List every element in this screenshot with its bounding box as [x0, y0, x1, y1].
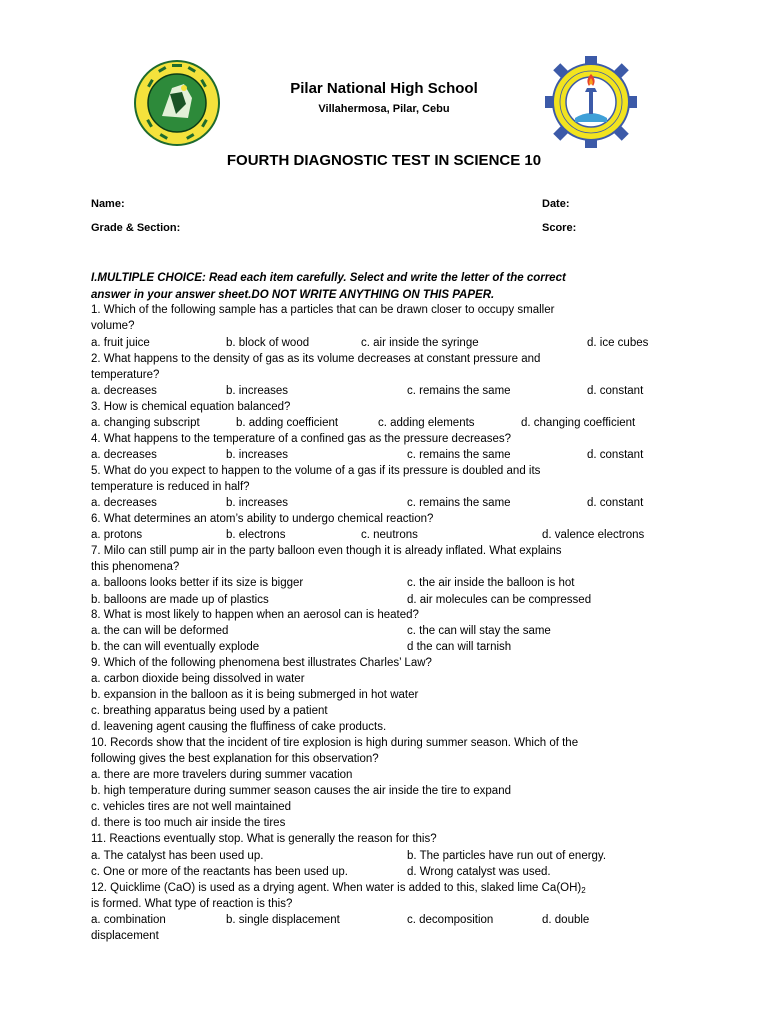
q4-option-a: a. decreases — [91, 449, 157, 461]
q1-option-d: d. ice cubes — [587, 337, 649, 349]
q8-option-a: a. the can will be deformed — [91, 625, 229, 637]
test-title: FOURTH DIAGNOSTIC TEST IN SCIENCE 10 — [226, 152, 542, 169]
q2-option-b: b. increases — [226, 385, 289, 397]
question-10-stem-cont: following gives the best explanation for this observation? — [91, 753, 379, 765]
q4-option-c: c. remains the same — [407, 449, 511, 461]
q7-option-c: c. the air inside the balloon is hot — [407, 577, 575, 589]
name-field-label: Name: — [91, 198, 125, 210]
question-11-stem: 11. Reactions eventually stop. What is generally the reason for this? — [91, 833, 437, 845]
q1-option-c: c. air inside the syringe — [361, 337, 479, 349]
q6-option-a: a. protons — [91, 529, 143, 541]
q11-option-c: c. One or more of the reactants has been used up. — [91, 866, 348, 878]
date-field-label: Date: — [542, 198, 570, 210]
q8-option-d: d the can will tarnish — [407, 641, 512, 653]
q1-option-a: a. fruit juice — [91, 337, 150, 349]
score-field-label: Score: — [542, 222, 577, 234]
q6-option-c: c. neutrons — [361, 529, 418, 541]
question-2-stem-cont: temperature? — [91, 369, 160, 381]
question-9-stem: 9. Which of the following phenomena best illustrates Charles’ Law? — [91, 657, 432, 669]
q2-option-a: a. decreases — [91, 385, 157, 397]
q5-option-b: b. increases — [226, 497, 289, 509]
q9-option-d: d. leavening agent causing the fluffiness of cake products. — [91, 721, 387, 733]
q12-option-a: a. combination — [91, 914, 166, 926]
grade-section-field-label: Grade & Section: — [91, 222, 181, 234]
q9-option-a: a. carbon dioxide being dissolved in water — [91, 673, 305, 685]
school-address: Villahermosa, Pilar, Cebu — [318, 103, 450, 115]
q12-option-d-cont: displacement — [91, 930, 159, 942]
question-3-stem: 3. How is chemical equation balanced? — [91, 401, 291, 413]
q8-option-b: b. the can will eventually explode — [91, 641, 260, 653]
school-name: Pilar National High School — [290, 80, 478, 97]
q7-option-a: a. balloons looks better if its size is bigger — [91, 577, 304, 589]
question-1-stem-cont: volume? — [91, 320, 135, 332]
school-seal-logo — [545, 56, 637, 148]
q3-option-c: c. adding elements — [378, 417, 475, 429]
q5-option-d: d. constant — [587, 497, 644, 509]
q10-option-b: b. high temperature during summer season causes the air inside the tire to expand — [91, 785, 511, 797]
question-2-stem: 2. What happens to the density of gas as its volume decreases at constant pressure and — [91, 353, 541, 365]
question-7-stem: 7. Milo can still pump air in the party balloon even though it is already inflated. What explains — [91, 545, 562, 557]
q12-option-d: d. double — [542, 914, 590, 926]
subscript-2: 2 — [581, 886, 586, 895]
q8-option-c: c. the can will stay the same — [407, 625, 551, 637]
q4-option-d: d. constant — [587, 449, 644, 461]
q7-option-d: d. air molecules can be compressed — [407, 594, 592, 606]
q9-option-b: b. expansion in the balloon as it is being submerged in hot water — [91, 689, 419, 701]
q11-option-a: a. The catalyst has been used up. — [91, 850, 264, 862]
q2-option-c: c. remains the same — [407, 385, 511, 397]
q3-option-a: a. changing subscript — [91, 417, 200, 429]
q9-option-c: c. breathing apparatus being used by a patient — [91, 705, 328, 717]
question-1-stem: 1. Which of the following sample has a particles that can be drawn closer to occupy smaller — [91, 304, 555, 316]
q10-option-c: c. vehicles tires are not well maintained — [91, 801, 292, 813]
question-5-stem: 5. What do you expect to happen to the volume of a gas if its pressure is doubled and its — [91, 465, 541, 477]
question-12-stem-text: 12. Quicklime (CaO) is used as a drying agent. When water is added to this, slaked lime Ca(OH) — [91, 882, 582, 894]
q3-option-b: b. adding coefficient — [236, 417, 339, 429]
question-10-stem: 10. Records show that the incident of tire explosion is high during summer season. Which of the — [91, 737, 579, 749]
q6-option-d: d. valence electrons — [542, 529, 645, 541]
q5-option-c: c. remains the same — [407, 497, 511, 509]
question-4-stem: 4. What happens to the temperature of a confined gas as the pressure decreases? — [91, 433, 512, 445]
q10-option-d: d. there is too much air inside the tires — [91, 817, 286, 829]
q5-option-a: a. decreases — [91, 497, 157, 509]
q1-option-b: b. block of wood — [226, 337, 310, 349]
q11-option-b: b. The particles have run out of energy. — [407, 850, 607, 862]
q11-option-d: d. Wrong catalyst was used. — [407, 866, 551, 878]
q4-option-b: b. increases — [226, 449, 289, 461]
q12-option-c: c. decomposition — [407, 914, 494, 926]
question-6-stem: 6. What determines an atom’s ability to undergo chemical reaction? — [91, 513, 434, 525]
q10-option-a: a. there are more travelers during summer vacation — [91, 769, 353, 781]
q3-option-d: d. changing coefficient — [521, 417, 636, 429]
question-12-stem-cont: is formed. What type of reaction is this? — [91, 898, 293, 910]
question-5-stem-cont: temperature is reduced in half? — [91, 481, 250, 493]
instructions-line-2: answer in your answer sheet.DO NOT WRITE ANYTHING ON THIS PAPER. — [91, 289, 495, 301]
question-8-stem: 8. What is most likely to happen when an aerosol can is heated? — [91, 609, 419, 621]
instructions-line-1: I.MULTIPLE CHOICE: Read each item carefully. Select and write the letter of the correct — [91, 272, 566, 284]
question-7-stem-cont: this phenomena? — [91, 561, 180, 573]
q6-option-b: b. electrons — [226, 529, 286, 541]
q12-option-b: b. single displacement — [226, 914, 340, 926]
q2-option-d: d. constant — [587, 385, 644, 397]
q7-option-b: b. balloons are made up of plastics — [91, 594, 269, 606]
